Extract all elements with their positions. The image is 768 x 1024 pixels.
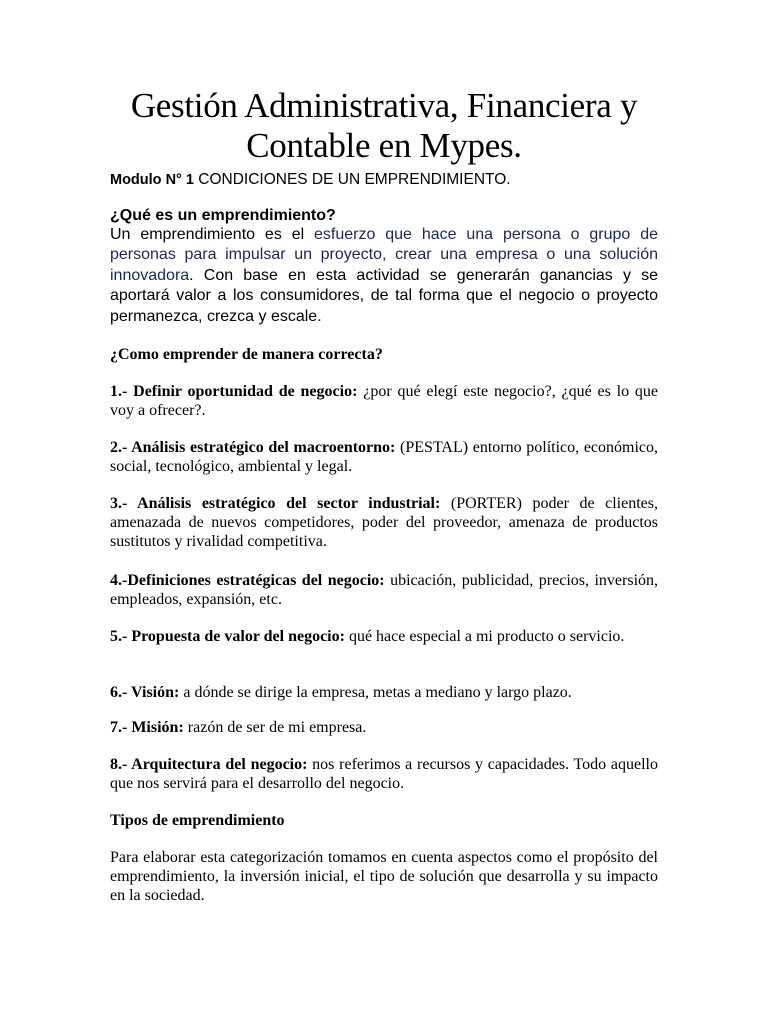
types-paragraph: Para elaborar esta categorización tomamos en cuenta aspectos como el propósito del emprendimiento, la inversión inicial, el tipo de solución que desarrolla y su impacto en la sociedad. bbox=[110, 849, 658, 904]
step-1 bbox=[110, 382, 658, 420]
question-rest: . Con base en esta actividad se generarán ganancias y se aportará valor a los consumidores, de tal forma que el negocio o proyecto permanezca, crezca y escale. bbox=[110, 266, 658, 325]
module-label: Modulo N° 1 bbox=[110, 172, 194, 188]
step-4 bbox=[110, 571, 658, 609]
types-heading-text: Tipos de emprendimiento bbox=[110, 812, 285, 829]
question-intro: Un emprendimiento es el bbox=[110, 226, 315, 243]
module-text: CONDICIONES DE UN EMPRENDIMIENTO. bbox=[198, 171, 511, 188]
step-8 bbox=[110, 755, 658, 793]
how-heading bbox=[110, 345, 658, 364]
how-heading-text: ¿Como emprender de manera correcta? bbox=[110, 346, 383, 363]
step-text: (PESTAL) entorno político, económico, social, tecnológico, ambiental y legal. bbox=[110, 439, 659, 475]
step-text: nos referimos a recursos y capacidades. Todo aquello que nos servirá para el desarrollo del negocio. bbox=[110, 756, 658, 792]
question-highlight: esfuerzo que hace una persona o grupo de personas para impulsar un proyecto, crear una empresa o una solución innovadora bbox=[110, 226, 658, 284]
step-label: 7.- Misión: bbox=[110, 719, 184, 736]
question-body bbox=[110, 225, 658, 327]
step-text: (PORTER) poder de clientes, amenazada de nuevos competidores, poder del proveedor, amenaza de productos sustitutos y rivalidad competitiva. bbox=[110, 495, 659, 550]
step-5 bbox=[110, 627, 658, 646]
document-title: Gestión Administrativa, Financiera y Contable en Mypes. bbox=[130, 86, 638, 165]
step-label: 4.-Definiciones estratégicas del negocio: bbox=[110, 572, 385, 589]
step-7 bbox=[110, 718, 658, 737]
step-label: 5.- Propuesta de valor del negocio: bbox=[110, 628, 345, 645]
step-text: ubicación, publicidad, precios, inversión, empleados, expansión, etc. bbox=[110, 572, 659, 608]
step-2 bbox=[110, 438, 658, 476]
step-label: 8.- Arquitectura del negocio: bbox=[110, 756, 308, 773]
step-label: 6.- Visión: bbox=[110, 684, 180, 701]
step-text: a dónde se dirige la empresa, metas a mediano y largo plazo. bbox=[179, 684, 572, 701]
step-3 bbox=[110, 494, 658, 551]
step-text: razón de ser de mi empresa. bbox=[183, 719, 367, 736]
step-label: 3.- Análisis estratégico del sector industrial: bbox=[110, 495, 441, 512]
step-label: 2.- Análisis estratégico del macroentorno: bbox=[110, 439, 396, 456]
step-text: qué hace especial a mi producto o servicio. bbox=[344, 628, 625, 645]
module-heading bbox=[110, 170, 658, 190]
step-text: ¿por qué elegí este negocio?, ¿qué es lo que voy a ofrecer?. bbox=[110, 383, 659, 419]
question-title: ¿Qué es un emprendimiento? bbox=[110, 207, 336, 224]
types-heading bbox=[110, 811, 658, 830]
step-6 bbox=[110, 683, 658, 702]
step-label: 1.- Definir oportunidad de negocio: bbox=[110, 383, 358, 400]
